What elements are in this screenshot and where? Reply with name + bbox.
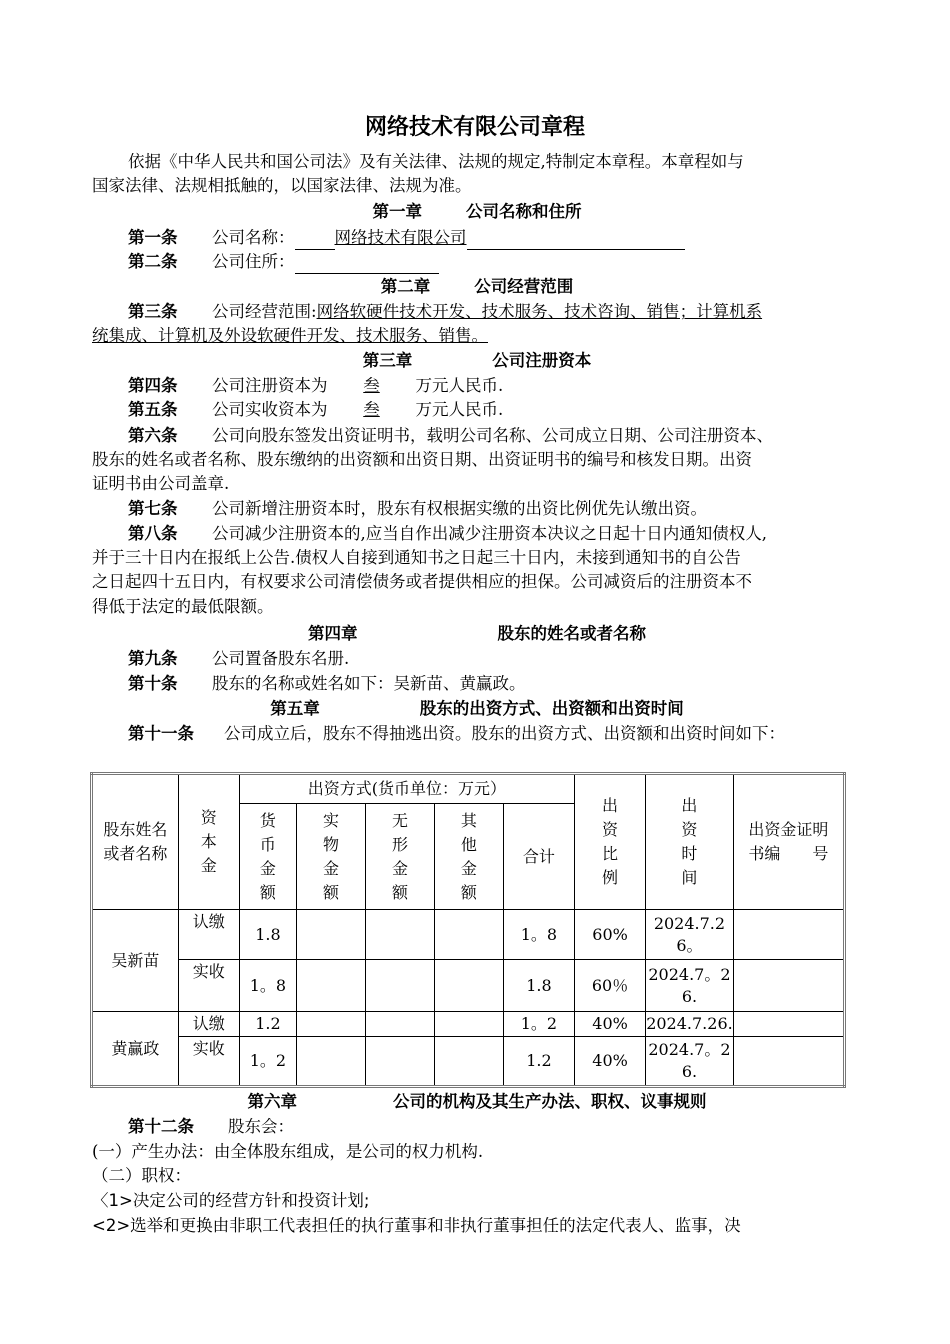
intro-line-1: 依据《中华人民共和国公司法》及有关法律、法规的规定,特制定本章程。本章程如与 [128, 152, 744, 171]
article-12: 第十二条 股东会： [128, 1117, 294, 1136]
address-blank [295, 255, 439, 274]
article-6-line-1: 第六条 公司向股东签发出资证明书，载明公司名称、公司成立日期、公司注册资本、 [128, 426, 773, 445]
header-intangible: 无形金额 [366, 804, 435, 910]
article-8-line-3: 之日起四十五日内，有权要求公司清偿债务或者提供相应的担保。公司减资后的注册资本不 [92, 572, 752, 591]
cash-cell: 1.2 [239, 1012, 296, 1037]
chapter-5-heading: 第五章 股东的出资方式、出资额和出资时间 [270, 699, 684, 718]
type-cell: 实收 [178, 960, 239, 1012]
ratio-cell: 40% [574, 1037, 645, 1087]
article-8-line-2: 并于三十日内在报纸上公告.债权人自接到通知书之日起三十日内，未接到通知书的自公告 [92, 548, 741, 567]
article-10: 第十条 股东的名称或姓名如下：吴新苗、黄赢政。 [128, 674, 526, 693]
shareholder-name: 吴新苗 [92, 910, 179, 1012]
article-9: 第九条 公司置备股东名册. [128, 649, 350, 668]
article-3-line-1: 第三条 公司经营范围:网络软硬件技术开发、技术服务、技术咨询、销售；计算机系 [128, 302, 763, 321]
header-time: 出资时间 [646, 774, 734, 910]
header-other: 其他金额 [434, 804, 503, 910]
chapter-4-heading: 第四章 股东的姓名或者名称 [308, 624, 646, 643]
total-cell: 1.2 [503, 1037, 574, 1087]
article-6-line-2: 股东的姓名或者名称、股东缴纳的出资额和出资日期、出资证明书的编号和核发日期。出资 [92, 450, 752, 469]
chapter-2-heading: 第二章 公司经营范围 [380, 277, 574, 296]
type-cell: 认缴 [178, 1012, 239, 1037]
shareholder-name: 黄赢政 [92, 1012, 179, 1087]
article-3-line-2: 统集成、计算机及外设软硬件开发、技术服务、销售。 [92, 326, 488, 345]
para-production-method: (一）产生办法：由全体股东组成，是公司的权力机构. [92, 1142, 484, 1161]
table-row [92, 1012, 845, 1037]
header-physical: 实物金额 [297, 804, 366, 910]
type-cell: 认缴 [178, 910, 239, 960]
header-cash: 货币金额 [239, 804, 296, 910]
article-4: 第四条 公司注册资本为 叁 万元人民币. [128, 376, 504, 395]
para-power-1: 〈1>决定公司的经营方针和投资计划; [92, 1191, 370, 1210]
article-7: 第七条 公司新增注册资本时，股东有权根据实缴的出资比例优先认缴出资。 [128, 499, 707, 518]
article-1: 第一条 公司名称： 网络技术有限公司 [92, 226, 862, 250]
table-row [92, 960, 845, 1012]
cash-cell: 1。2 [239, 1037, 296, 1087]
capital-contribution-table [90, 772, 846, 1088]
header-contribution-method: 出资方式(货币单位：万元） [239, 774, 574, 804]
time-cell: 2024.7。26. [646, 960, 734, 1012]
header-ratio: 出资比例 [574, 774, 645, 910]
article-8-line-4: 得低于法定的最低限额。 [92, 597, 274, 616]
time-cell: 2024.7.26. [646, 1012, 734, 1037]
company-name-value: 网络技术有限公司 [334, 228, 467, 247]
total-cell: 1。8 [503, 910, 574, 960]
article-6-line-3: 证明书由公司盖章. [92, 474, 230, 493]
chapter-1-heading: 第一章 公司名称和住所 [372, 202, 582, 221]
intro-line-2: 国家法律、法规相抵触的，以国家法律、法规为准。 [92, 176, 472, 195]
header-total: 合计 [503, 804, 574, 910]
ratio-cell: 60％ [574, 960, 645, 1012]
para-power-2: <2>选举和更换由非职工代表担任的执行董事和非执行董事担任的法定代表人、监事，决 [92, 1216, 741, 1235]
total-cell: 1。2 [503, 1012, 574, 1037]
article-8-line-1: 第八条 公司减少注册资本的,应当自作出减少注册资本决议之日起十日内通知债权人, [128, 524, 767, 543]
article-5: 第五条 公司实收资本为 叁 万元人民币. [128, 400, 504, 419]
type-cell: 实收 [178, 1037, 239, 1087]
ratio-cell: 60% [574, 910, 645, 960]
time-cell: 2024.7。26. [646, 1037, 734, 1087]
document-title: 网络技术有限公司章程 [364, 115, 585, 140]
header-capital: 资本金 [178, 774, 239, 910]
cash-cell: 1.8 [239, 910, 296, 960]
para-powers: （二）职权： [92, 1166, 191, 1185]
table-row [92, 1037, 845, 1087]
header-shareholder-name: 股东姓名或者名称 [92, 774, 179, 910]
article-2: 第二条 公司住所： [92, 250, 862, 274]
total-cell: 1.8 [503, 960, 574, 1012]
chapter-6-heading: 第六章 公司的机构及其生产办法、职权、议事规则 [247, 1092, 707, 1111]
ratio-cell: 40% [574, 1012, 645, 1037]
cash-cell: 1。8 [239, 960, 296, 1012]
time-cell: 2024.7.26。 [646, 910, 734, 960]
table-row [92, 910, 845, 960]
chapter-3-heading: 第三章 公司注册资本 [362, 351, 592, 370]
article-11: 第十一条 公司成立后，股东不得抽逃出资。股东的出资方式、出资额和出资时间如下： [128, 724, 785, 743]
header-certificate-number: 出资金证明书编 号 [733, 774, 844, 910]
